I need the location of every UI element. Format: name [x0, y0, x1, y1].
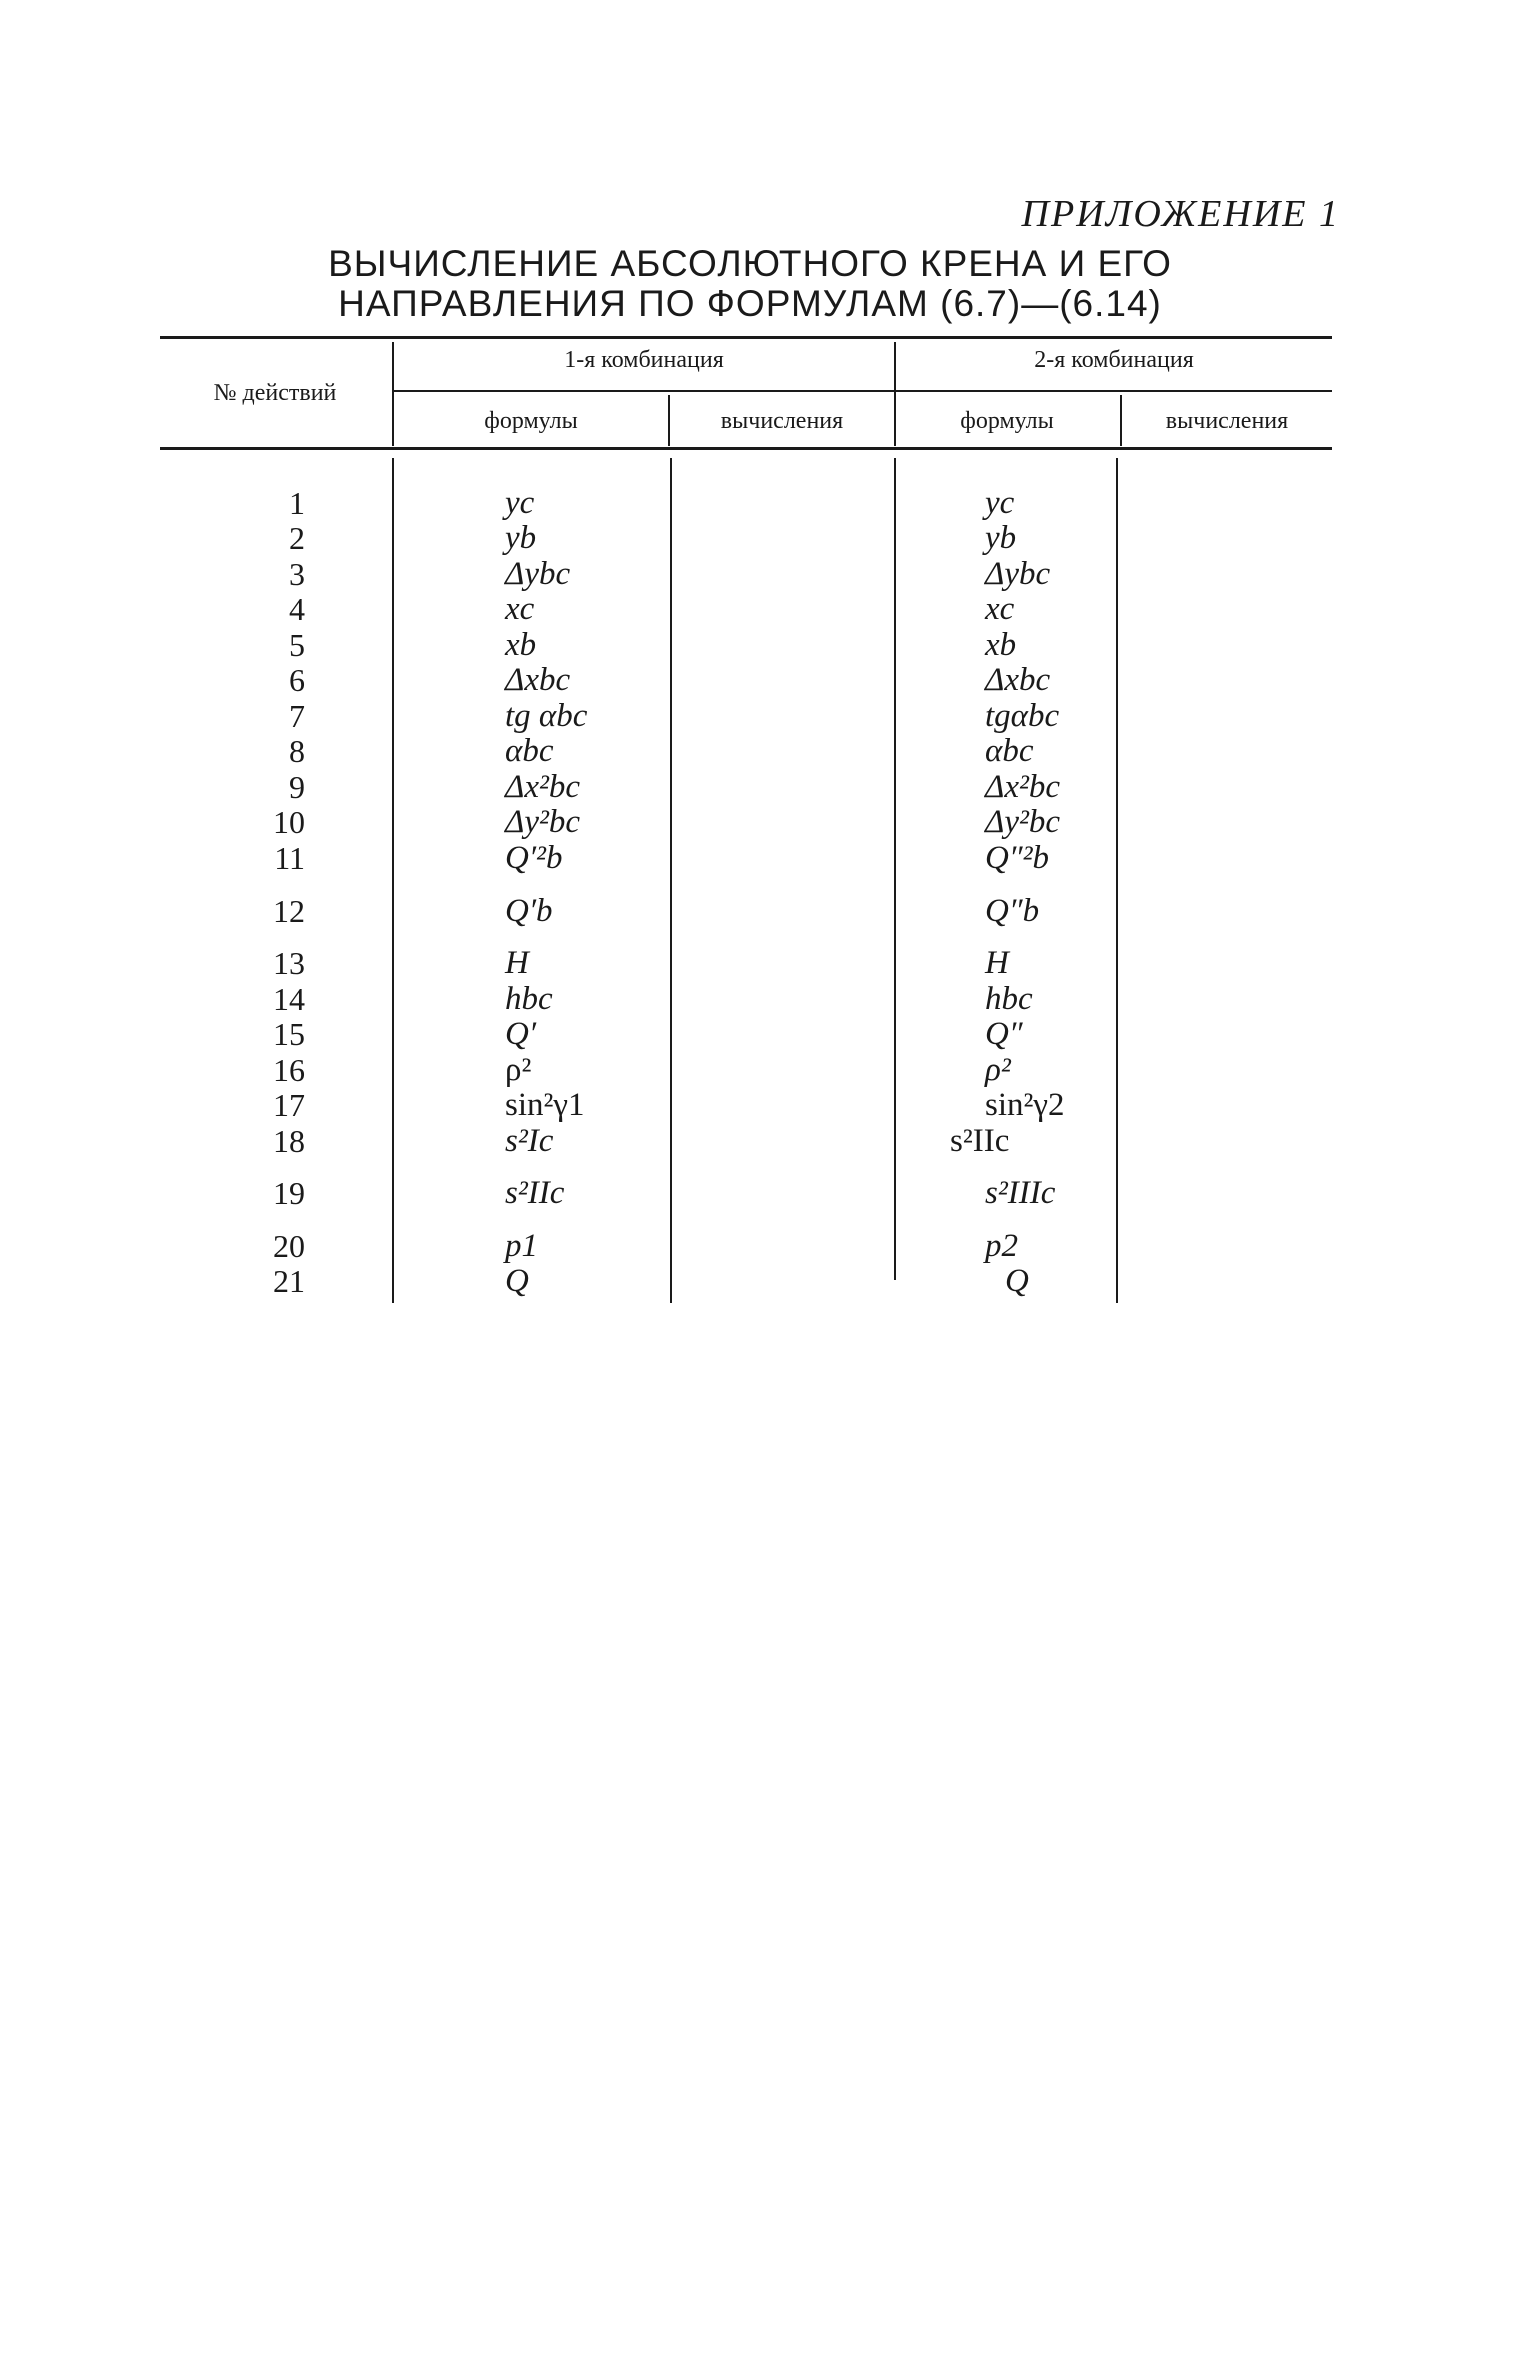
row-number: 14 — [273, 981, 305, 1017]
header-combination-2: 2-я комбинация — [1034, 347, 1194, 373]
formula-combination-1: Δxbc — [505, 662, 571, 698]
row-number: 9 — [289, 769, 305, 805]
formula-combination-2: hbc — [985, 981, 1033, 1017]
row-number: 19 — [273, 1175, 305, 1211]
formula-combination-2: s²IIc — [950, 1123, 1010, 1159]
formula-combination-2: tgαbc — [985, 698, 1060, 734]
row-number: 10 — [273, 804, 305, 840]
table-body-divider-2 — [670, 458, 672, 1303]
page-title-line-1: ВЫЧИСЛЕНИЕ АБСОЛЮТНОГО КРЕНА И ЕГО — [328, 243, 1172, 284]
formula-combination-2: ρ² — [985, 1052, 1011, 1088]
row-number: 5 — [289, 627, 305, 663]
formula-combination-1: Q′b — [505, 893, 553, 929]
header-formulas-2: формулы — [960, 408, 1054, 434]
header-combination-1: 1-я комбинация — [564, 347, 724, 373]
formula-combination-2: yb — [985, 520, 1017, 556]
header-calculations-1: вычисления — [720, 408, 844, 434]
formula-combination-1: yc — [505, 485, 535, 521]
table-header-bottom-rule — [160, 447, 1332, 450]
formula-combination-1: s²IIc — [505, 1175, 565, 1211]
formula-combination-1: s²Ic — [505, 1123, 554, 1159]
formula-combination-2: yc — [985, 485, 1015, 521]
row-number: 21 — [273, 1263, 305, 1299]
row-number: 12 — [273, 893, 305, 929]
row-number: 16 — [273, 1052, 305, 1088]
appendix-label: ПРИЛОЖЕНИЕ 1 — [1021, 193, 1340, 235]
row-number: 11 — [274, 840, 305, 876]
formula-combination-2: H — [985, 945, 1009, 981]
row-number: 18 — [273, 1123, 305, 1159]
formula-combination-2: Δxbc — [985, 662, 1051, 698]
formula-combination-1: Δy²bc — [505, 804, 581, 840]
row-number: 15 — [273, 1016, 305, 1052]
formula-combination-1: H — [505, 945, 529, 981]
page-title-line-2: НАПРАВЛЕНИЯ ПО ФОРМУЛАМ (6.7)—(6.14) — [338, 283, 1162, 324]
header-calculations-2: вычисления — [1165, 408, 1289, 434]
formula-combination-2: Δybc — [985, 556, 1051, 592]
formula-combination-1: Δybc — [505, 556, 571, 592]
formula-combination-1: Δx²bc — [505, 769, 581, 805]
header-formulas-1: формулы — [484, 408, 578, 434]
row-number: 17 — [273, 1087, 305, 1123]
formula-combination-2: sin²γ2 — [985, 1087, 1065, 1123]
formula-combination-2: Q″b — [985, 893, 1040, 929]
formula-combination-1: xc — [505, 591, 535, 627]
table-body-divider-1 — [392, 458, 394, 1303]
header-actions: № действий — [213, 380, 337, 406]
formula-combination-1: Q — [505, 1263, 529, 1299]
row-number: 4 — [289, 591, 305, 627]
row-number: 1 — [289, 485, 305, 521]
table-top-rule — [160, 336, 1332, 339]
formula-combination-1: Q′²b — [505, 840, 563, 876]
formula-combination-1: tg αbc — [505, 698, 588, 734]
formula-combination-2: Q — [1005, 1263, 1029, 1299]
row-number: 20 — [273, 1228, 305, 1264]
formula-combination-1: hbc — [505, 981, 553, 1017]
formula-combination-1: yb — [505, 520, 537, 556]
row-number: 6 — [289, 662, 305, 698]
formula-combination-2: xc — [985, 591, 1015, 627]
table-mid-rule — [392, 390, 1332, 392]
formula-combination-1: sin²γ1 — [505, 1087, 585, 1123]
formula-combination-1: Q′ — [505, 1016, 537, 1052]
formula-combination-2: xb — [985, 627, 1017, 663]
table-body-divider-3 — [894, 458, 896, 1280]
formula-combination-1: αbc — [505, 733, 554, 769]
formula-combination-1: xb — [505, 627, 537, 663]
formula-combination-2: s²IIIc — [985, 1175, 1056, 1211]
formula-combination-1: p1 — [505, 1228, 538, 1264]
formula-combination-2: Q″ — [985, 1016, 1023, 1052]
row-number: 2 — [289, 520, 305, 556]
formula-combination-1: ρ² — [505, 1052, 532, 1088]
row-number: 7 — [289, 698, 305, 734]
formula-combination-2: Δy²bc — [985, 804, 1061, 840]
formula-combination-2: Δx²bc — [985, 769, 1061, 805]
formula-combination-2: p2 — [985, 1228, 1018, 1264]
formula-combination-2: αbc — [985, 733, 1034, 769]
row-number: 13 — [273, 945, 305, 981]
row-number: 8 — [289, 733, 305, 769]
table-body-divider-4 — [1116, 458, 1118, 1303]
row-number: 3 — [289, 556, 305, 592]
formula-combination-2: Q″²b — [985, 840, 1049, 876]
